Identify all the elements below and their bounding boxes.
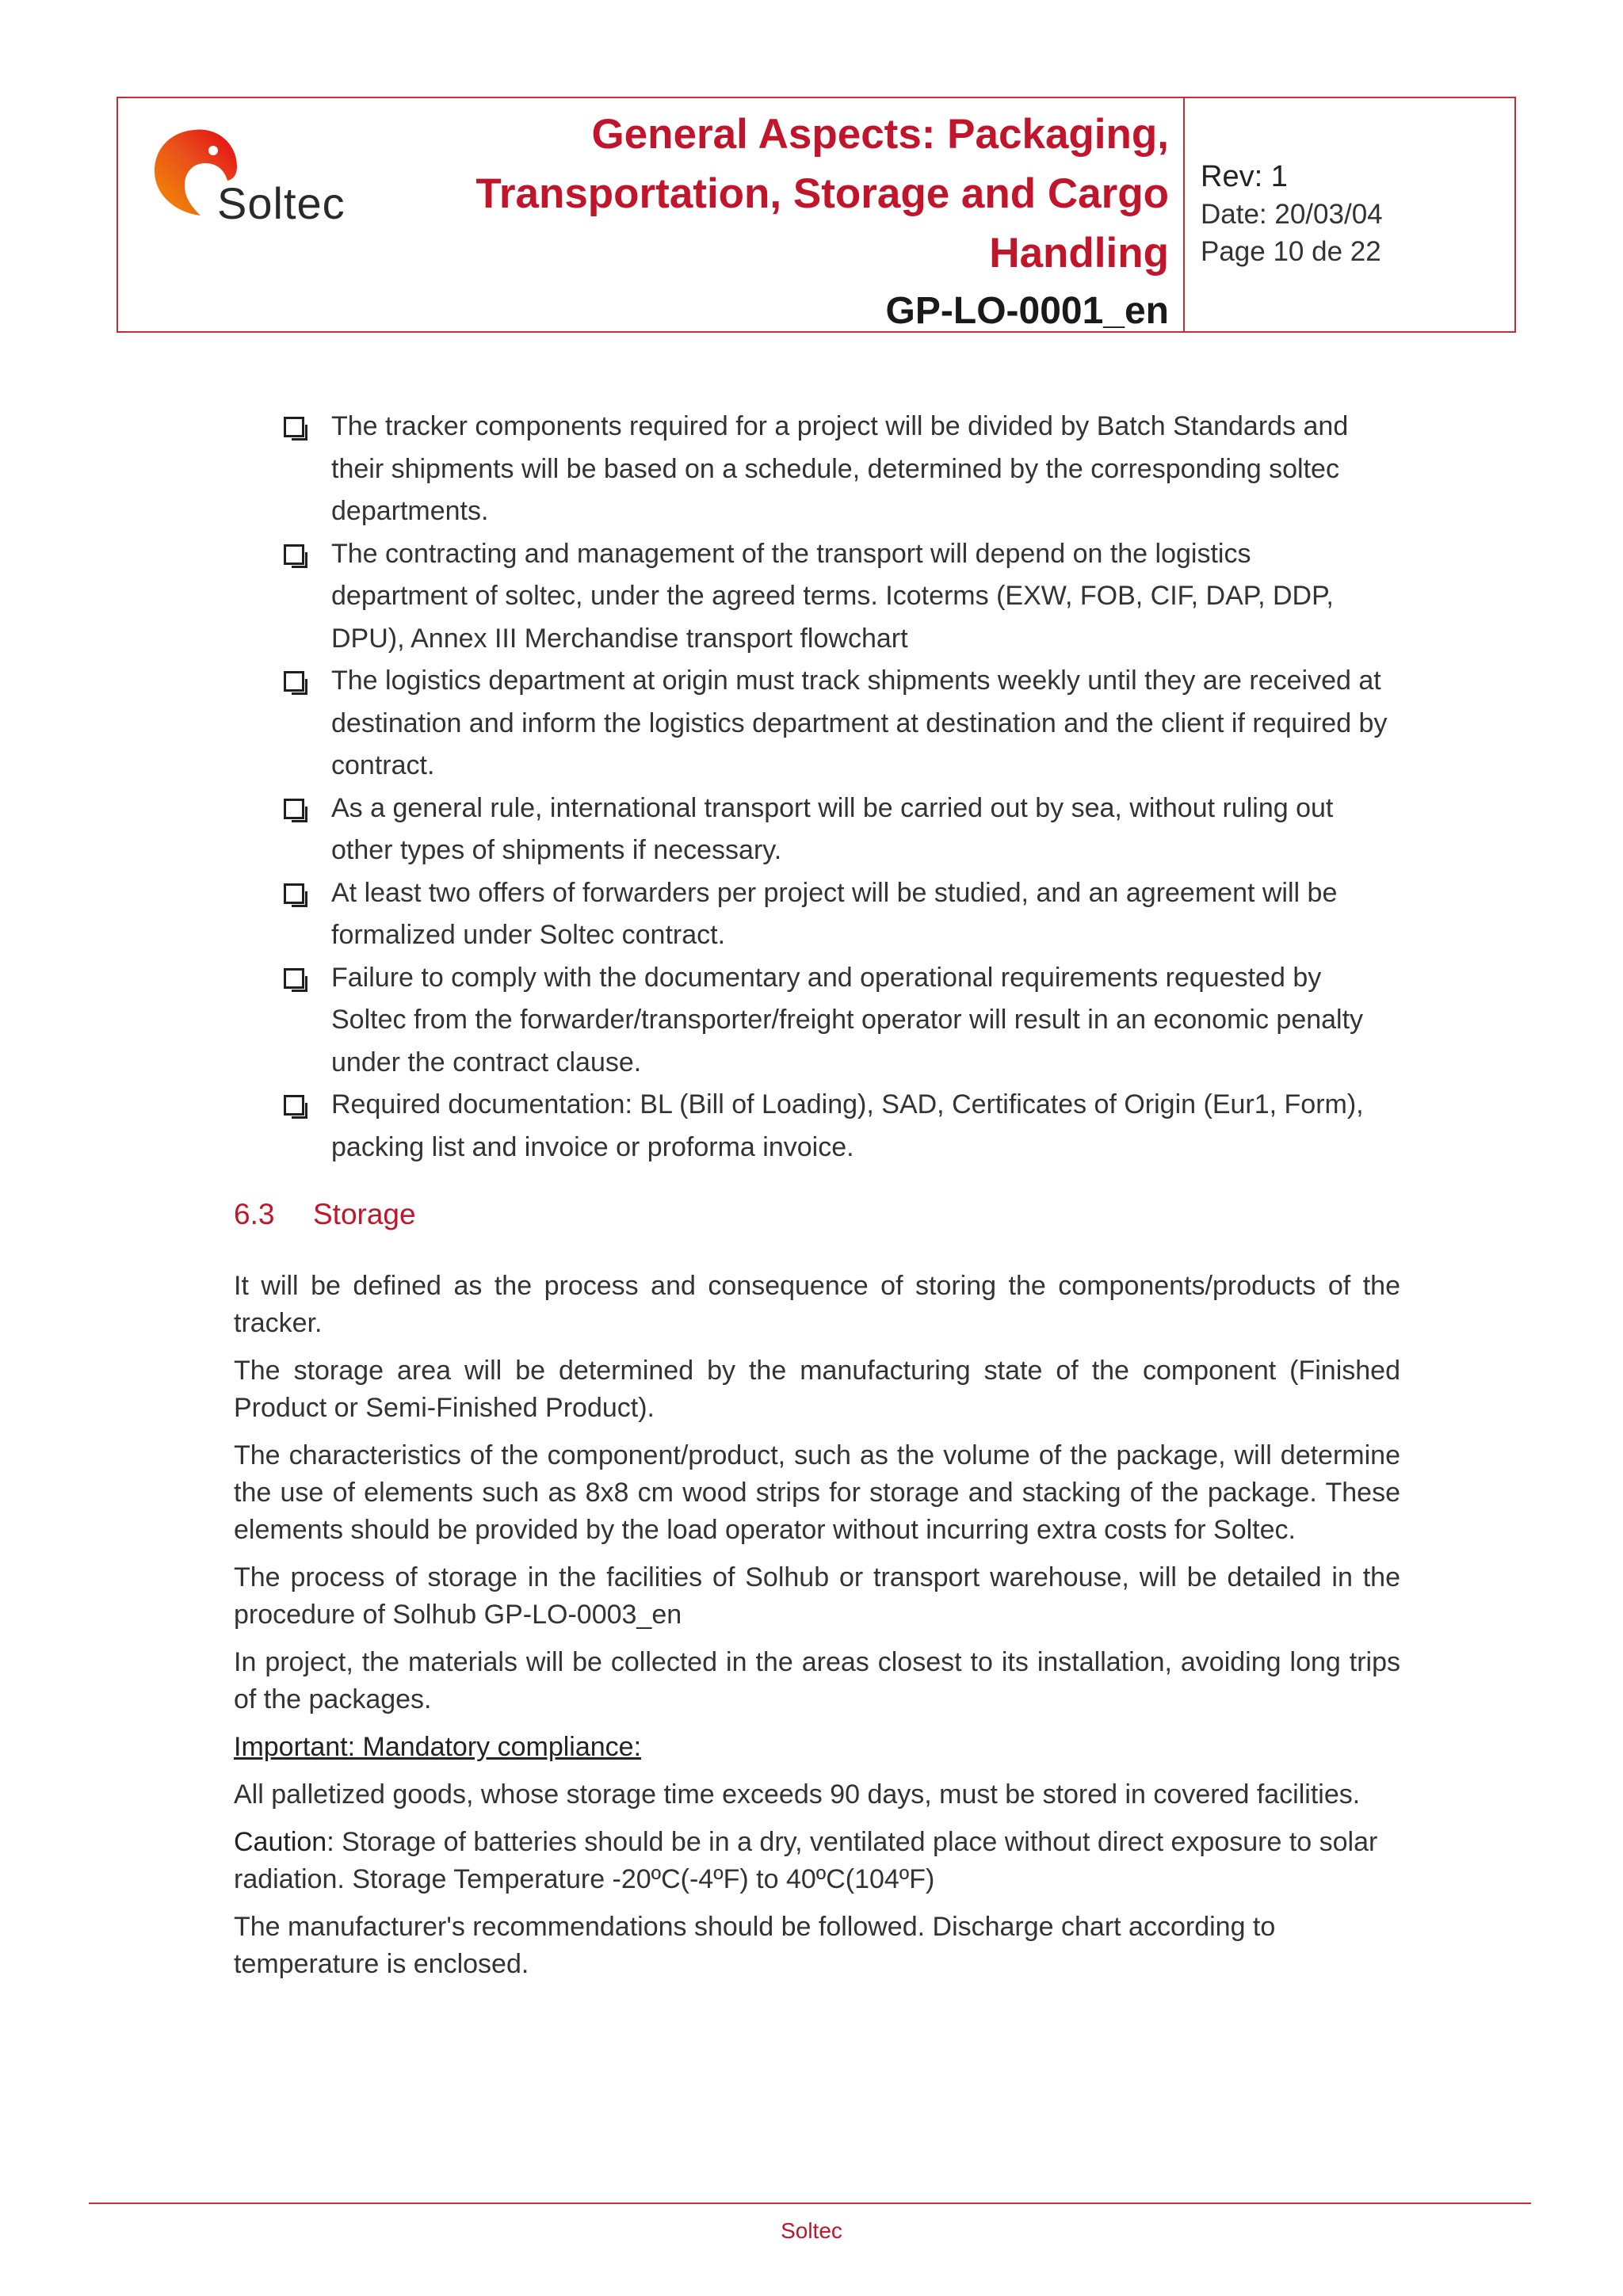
paragraph: It will be defined as the process and consequence of storing the components/products of the tracker.: [234, 1271, 1400, 1338]
list-item: [284, 872, 1393, 957]
caution-text: Storage of batteries should be in a dry, ventilated place without direct exposure to solar radiation. Storage Temperature -20ºC(-4ºF) to 40ºC(104ºF): [234, 1827, 1378, 1894]
document-title-line-1: General Aspects: Packaging,: [591, 111, 1169, 158]
paragraph: All palletized goods, whose storage time exceeds 90 days, must be stored in covered facilities.: [234, 1779, 1361, 1810]
document-header: [116, 97, 1516, 333]
checkbox-bullet-icon: [284, 417, 304, 437]
section-title: Storage: [313, 1198, 416, 1230]
document-title-line-2: Transportation, Storage and Cargo: [475, 170, 1169, 217]
list-item: [284, 1084, 1393, 1169]
bullet-list: [284, 406, 1393, 1169]
list-item-text: The logistics department at origin must track shipments weekly until they are received at destination and inform the logistics department at destination and the client if required by contract.: [331, 666, 1388, 780]
list-item: [284, 406, 1393, 533]
meta-cell: [1183, 98, 1514, 331]
logo-text: Soltec: [217, 178, 346, 228]
paragraph: The characteristics of the component/product, such as the volume of the package, will determine the use of elements such as 8x8 cm wood strips for storage and stacking of the package. These elements should be provided by the load operator without incurring extra costs for Soltec.: [234, 1440, 1400, 1545]
list-item: [284, 788, 1393, 872]
date: Date: 20/03/04: [1201, 199, 1383, 230]
section-heading: [234, 1198, 416, 1231]
paragraph: In project, the materials will be collected in the areas closest to its installation, avoiding long trips of the packages.: [234, 1647, 1400, 1714]
list-item-text: The contracting and management of the transport will depend on the logistics department of soltec, under the agreed terms. Icoterms (EXW, FOB, CIF, DAP, DDP, DPU), Annex III Merchandise transport flowchart: [331, 538, 1334, 654]
list-item-text: As a general rule, international transport will be carried out by sea, without ruling out other types of shipments if necessary.: [331, 792, 1334, 865]
revision: Rev: 1: [1201, 160, 1288, 193]
title-cell: [380, 98, 1183, 331]
checkbox-bullet-icon: [284, 799, 304, 819]
footer-divider: [89, 2203, 1531, 2204]
important-label: Important: Mandatory compliance:: [234, 1732, 642, 1762]
list-item: [284, 957, 1393, 1085]
paragraph: The storage area will be determined by the manufacturing state of the component (Finished Product or Semi-Finished Product).: [234, 1356, 1400, 1423]
footer-text: Soltec: [781, 2218, 842, 2243]
paragraph: The process of storage in the facilities of Solhub or transport warehouse, will be detailed in the procedure of Solhub GP-LO-0003_en: [234, 1562, 1400, 1630]
section-number: 6.3: [234, 1198, 275, 1230]
list-item-text: At least two offers of forwarders per project will be studied, and an agreement will be formalized under Soltec contract.: [331, 877, 1338, 950]
checkbox-bullet-icon: [284, 883, 304, 904]
paragraph: The manufacturer's recommendations should be followed. Discharge chart according to temperature is enclosed.: [234, 1912, 1276, 1979]
checkbox-bullet-icon: [284, 1095, 304, 1116]
document-code: GP-LO-0001_en: [885, 290, 1169, 332]
section-body: [234, 1268, 1400, 1993]
caution-paragraph: [234, 1824, 1400, 1898]
checkbox-bullet-icon: [284, 544, 304, 565]
list-item: [284, 533, 1393, 661]
page-number: Page 10 de 22: [1201, 236, 1381, 267]
checkbox-bullet-icon: [284, 671, 304, 692]
checkbox-bullet-icon: [284, 968, 304, 989]
important-notice: [234, 1729, 1400, 1766]
document-title-line-3: Handling: [989, 230, 1169, 277]
list-item-text: The tracker components required for a project will be divided by Batch Standards and their shipments will be based on a schedule, determined by the corresponding soltec departments.: [331, 411, 1349, 526]
caution-label: Caution:: [234, 1827, 334, 1857]
list-item: [284, 660, 1393, 788]
logo-cell: [118, 98, 380, 331]
list-item-text: Required documentation: BL (Bill of Loading), SAD, Certificates of Origin (Eur1, Form), packing list and invoice or proforma invoice.: [331, 1089, 1364, 1162]
list-item-text: Failure to comply with the documentary and operational requirements requested by Soltec from the forwarder/transporter/freight operator will result in an economic penalty under the contract clause.: [331, 962, 1364, 1077]
